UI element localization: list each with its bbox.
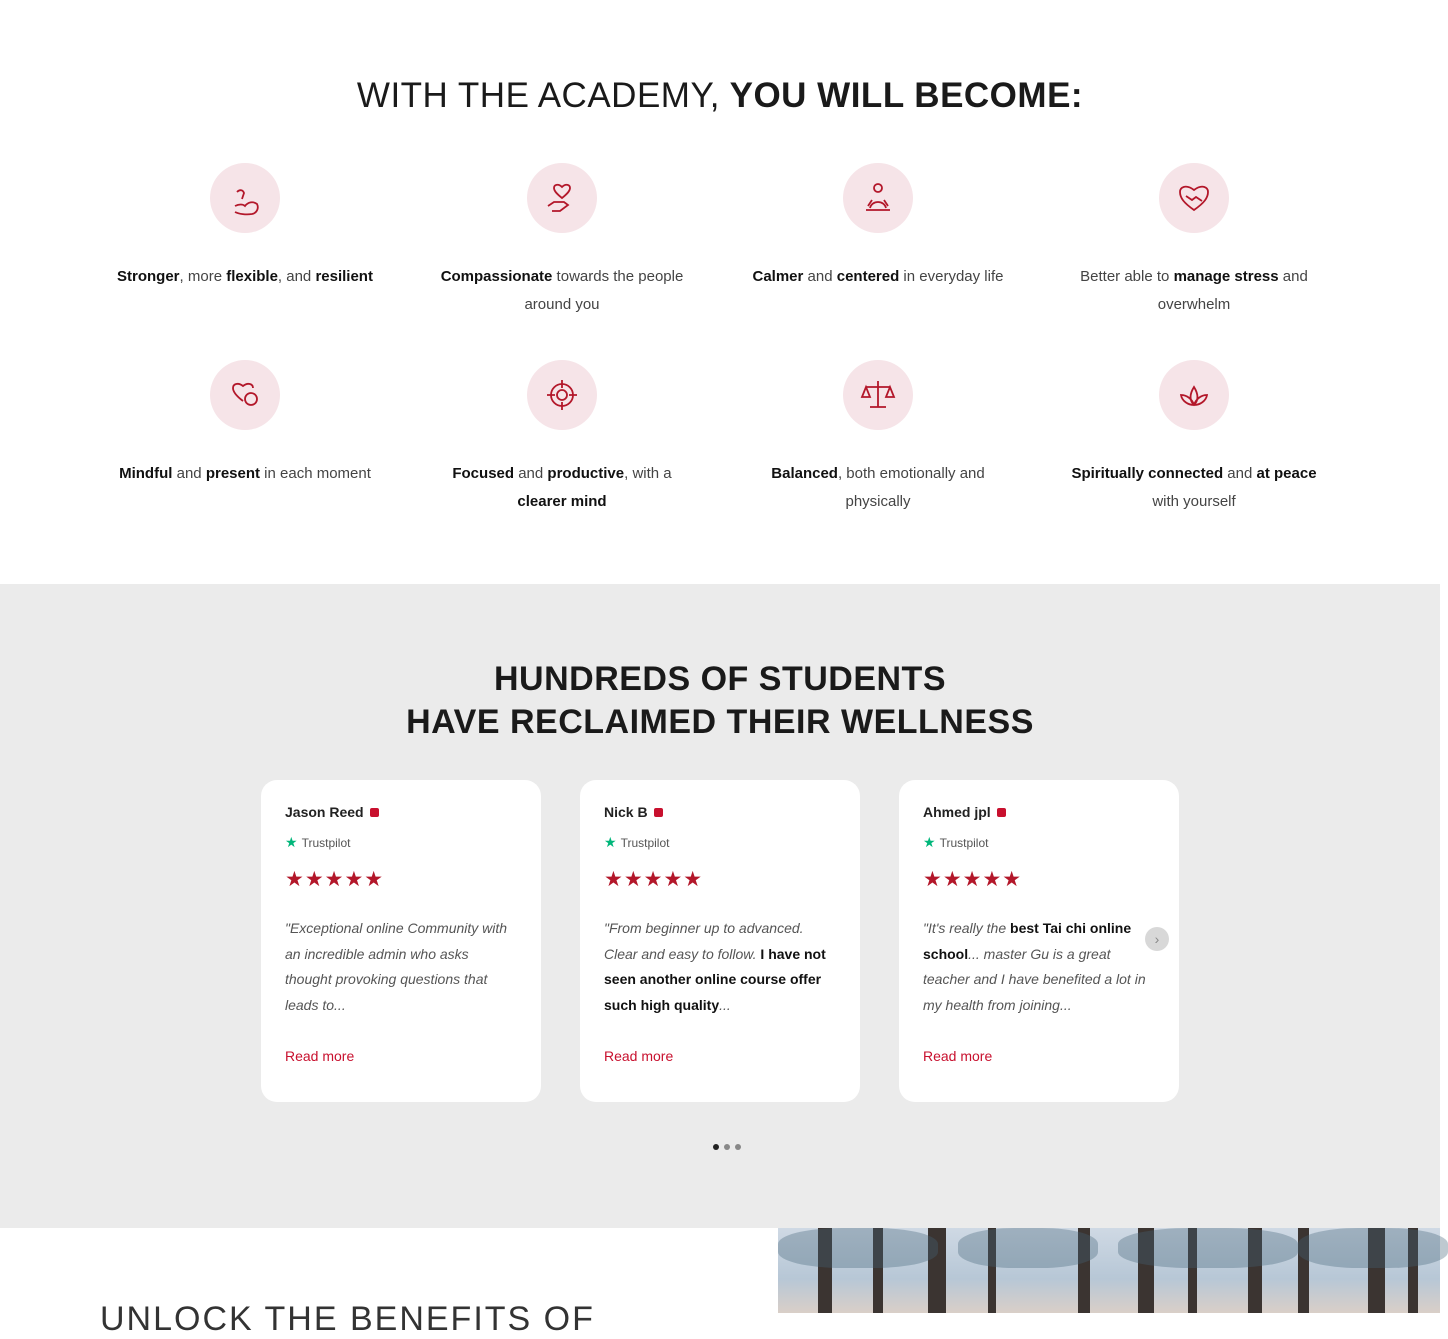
benefits-title-bold: YOU WILL BECOME:: [729, 76, 1084, 115]
review-source: ★ Trustpilot: [604, 834, 670, 850]
benefit-item: [728, 163, 1028, 291]
benefit-item: [412, 163, 712, 319]
benefit-text: Balanced, both emotionally and physically: [771, 465, 985, 510]
unlock-section: [0, 1228, 1440, 1338]
benefit-text: Compassionate towards the people around you: [440, 268, 684, 313]
meditation-icon: [843, 163, 913, 233]
review-source: ★ Trustpilot: [285, 834, 351, 850]
benefit-text: Spiritually connected and at peace with yourself: [1071, 465, 1317, 510]
review-card: [261, 780, 541, 1102]
benefit-item: [1044, 360, 1344, 516]
forest-photo: [778, 1228, 1440, 1313]
lotus-icon: [1159, 360, 1229, 430]
heart-handshake-icon: [1159, 163, 1229, 233]
benefits-title-light: WITH THE ACADEMY,: [356, 76, 721, 115]
read-more-link[interactable]: Read more: [285, 1048, 355, 1064]
carousel-next-button[interactable]: ›: [1145, 927, 1169, 951]
benefit-text: Stronger, more flexible, and resilient: [117, 268, 373, 285]
benefit-text: Mindful and present in each moment: [119, 465, 371, 482]
review-quote: "It's really the best Tai chi online school... master Gu is a great teacher and I have benefited a lot in my health from joining...: [923, 920, 1146, 1013]
reviews-section: [0, 584, 1440, 1228]
benefit-text: Focused and productive, with a clearer mind: [452, 465, 672, 510]
benefits-section: [0, 0, 1440, 584]
mindful-heart-icon: [210, 360, 280, 430]
read-more-link[interactable]: Read more: [923, 1048, 993, 1064]
verified-badge-icon: [370, 808, 379, 817]
verified-badge-icon: [654, 808, 663, 817]
unlock-heading: UNLOCK THE BENEFITS OF: [100, 1300, 595, 1338]
read-more-link[interactable]: Read more: [604, 1048, 674, 1064]
review-quote: "From beginner up to advanced. Clear and easy to follow. I have not seen another online course offer such high quality...: [604, 920, 826, 1013]
rating-stars: ★★★★★: [285, 868, 385, 891]
carousel-dot[interactable]: [735, 1144, 741, 1150]
review-card: [580, 780, 860, 1102]
trustpilot-star-icon: ★: [923, 834, 936, 850]
benefit-item: [95, 360, 395, 488]
reviews-title: [0, 658, 1440, 744]
benefit-text: Calmer and centered in everyday life: [752, 268, 1004, 285]
reviews-title-light: HAVE: [406, 703, 501, 741]
reviewer-name: Ahmed jpl: [923, 804, 1155, 820]
balance-scale-icon: [843, 360, 913, 430]
benefit-item: [412, 360, 712, 516]
flexed-arm-icon: [210, 163, 280, 233]
benefit-item: [95, 163, 395, 291]
verified-badge-icon: [997, 808, 1006, 817]
reviewer-name: Jason Reed: [285, 804, 517, 820]
target-icon: [527, 360, 597, 430]
reviews-title-line1: HUNDREDS OF STUDENTS: [493, 660, 947, 698]
rating-stars: ★★★★★: [923, 868, 1023, 891]
rating-stars: ★★★★★: [604, 868, 704, 891]
benefits-title: [0, 76, 1440, 116]
carousel-dot[interactable]: [724, 1144, 730, 1150]
trustpilot-star-icon: ★: [604, 834, 617, 850]
review-source: ★ Trustpilot: [923, 834, 989, 850]
carousel-dot[interactable]: [713, 1144, 719, 1150]
review-card: [899, 780, 1179, 1102]
carousel-dots: [713, 1144, 741, 1150]
review-quote: "Exceptional online Community with an incredible admin who asks thought provoking questions that leads to...: [285, 920, 508, 1013]
benefit-item: [728, 360, 1028, 516]
benefit-item: [1044, 163, 1344, 319]
heart-hand-icon: [527, 163, 597, 233]
reviewer-name: Nick B: [604, 804, 836, 820]
benefit-text: Better able to manage stress and overwhelm: [1080, 268, 1308, 313]
trustpilot-star-icon: ★: [285, 834, 298, 850]
reviews-title-bold: RECLAIMED THEIR WELLNESS: [510, 703, 1034, 741]
